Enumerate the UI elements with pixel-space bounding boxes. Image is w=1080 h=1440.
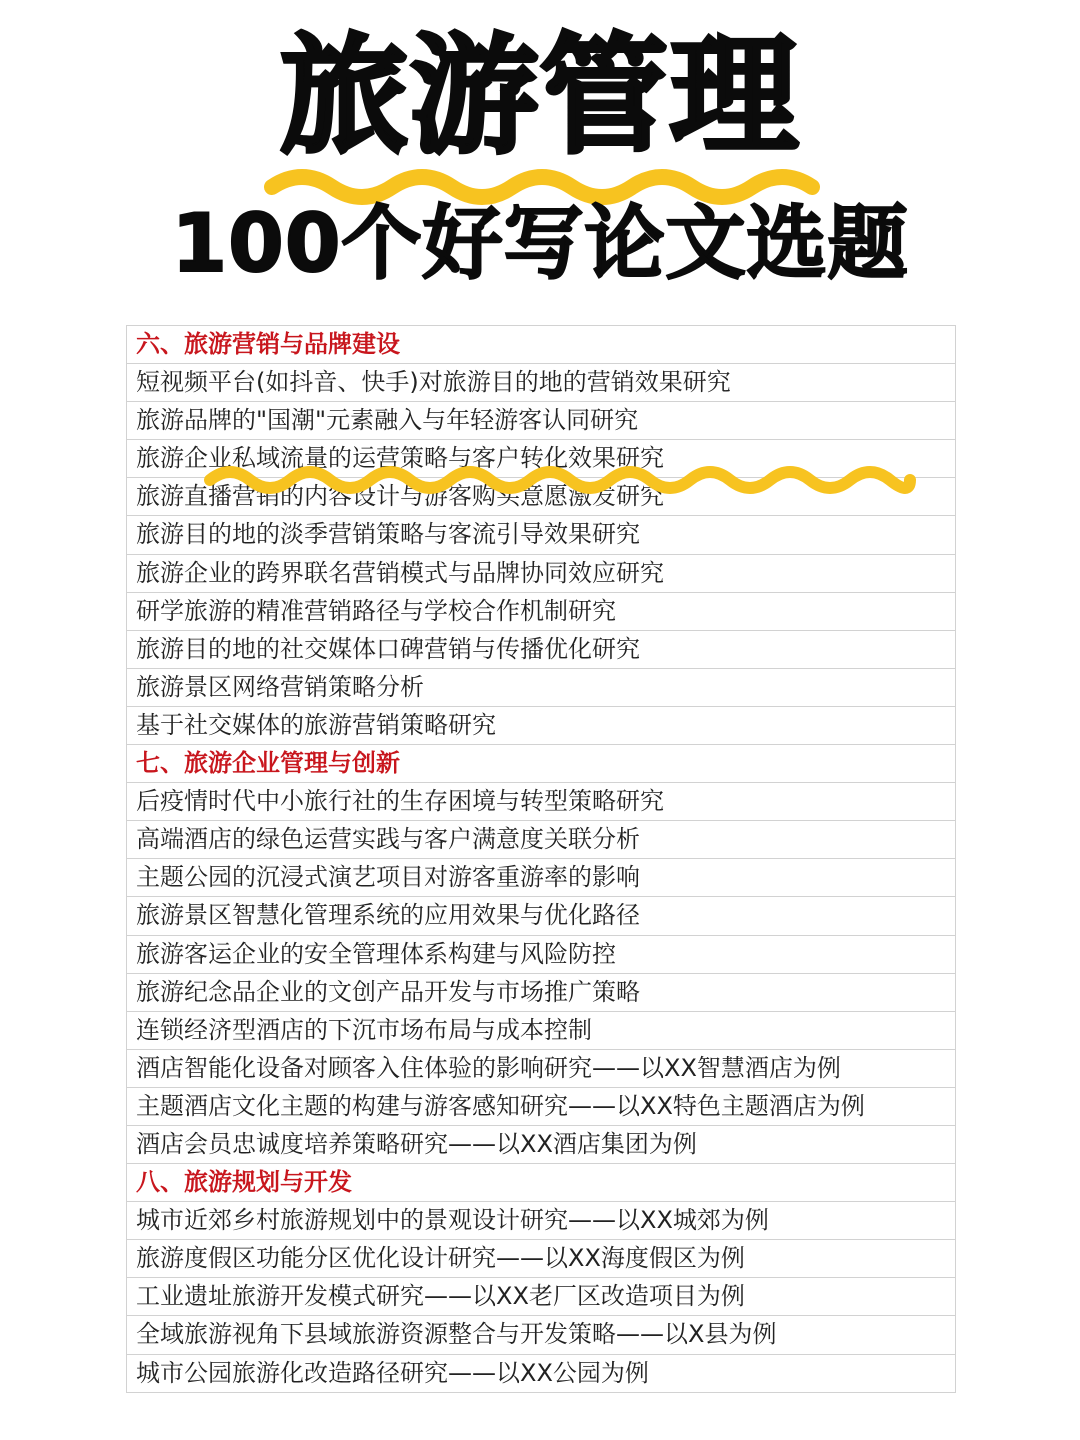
topic-row: 全域旅游视角下县域旅游资源整合与开发策略——以X县为例 bbox=[127, 1316, 955, 1354]
topic-row: 研学旅游的精准营销路径与学校合作机制研究 bbox=[127, 593, 955, 631]
topic-row: 基于社交媒体的旅游营销策略研究 bbox=[127, 707, 955, 745]
topic-row: 短视频平台(如抖音、快手)对旅游目的地的营销效果研究 bbox=[127, 364, 955, 402]
topic-row: 酒店智能化设备对顾客入住体验的影响研究——以XX智慧酒店为例 bbox=[127, 1050, 955, 1088]
topic-row: 主题酒店文化主题的构建与游客感知研究——以XX特色主题酒店为例 bbox=[127, 1088, 955, 1126]
yellow-wave-underline-sub bbox=[200, 458, 920, 502]
topic-row: 主题公园的沉浸式演艺项目对游客重游率的影响 bbox=[127, 859, 955, 897]
topic-row: 高端酒店的绿色运营实践与客户满意度关联分析 bbox=[127, 821, 955, 859]
main-title-block bbox=[0, 22, 1080, 202]
topic-row: 旅游目的地的社交媒体口碑营销与传播优化研究 bbox=[127, 631, 955, 669]
topic-row: 后疫情时代中小旅行社的生存困境与转型策略研究 bbox=[127, 783, 955, 821]
page-title: 旅游管理 bbox=[279, 22, 800, 171]
topic-row: 旅游景区网络营销策略分析 bbox=[127, 669, 955, 707]
topic-row: 工业遗址旅游开发模式研究——以XX老厂区改造项目为例 bbox=[127, 1278, 955, 1316]
topic-row: 旅游直播营销的内容设计与游客购买意愿激发研究 bbox=[127, 478, 955, 516]
page-subtitle: 100个好写论文选题 bbox=[171, 197, 909, 290]
topic-row: 城市公园旅游化改造路径研究——以XX公园为例 bbox=[127, 1355, 955, 1393]
topic-row: 旅游纪念品企业的文创产品开发与市场推广策略 bbox=[127, 974, 955, 1012]
topic-row: 旅游客运企业的安全管理体系构建与风险防控 bbox=[127, 936, 955, 974]
topic-row: 旅游景区智慧化管理系统的应用效果与优化路径 bbox=[127, 897, 955, 935]
topic-row: 旅游企业的跨界联名营销模式与品牌协同效应研究 bbox=[127, 555, 955, 593]
subtitle-block bbox=[0, 196, 1080, 306]
topic-row: 城市近郊乡村旅游规划中的景观设计研究——以XX城郊为例 bbox=[127, 1202, 955, 1240]
topic-row: 连锁经济型酒店的下沉市场布局与成本控制 bbox=[127, 1012, 955, 1050]
topic-row: 旅游目的地的淡季营销策略与客流引导效果研究 bbox=[127, 516, 955, 554]
section-heading: 六、旅游营销与品牌建设 bbox=[127, 326, 955, 364]
topic-row: 旅游度假区功能分区优化设计研究——以XX海度假区为例 bbox=[127, 1240, 955, 1278]
section-heading: 七、旅游企业管理与创新 bbox=[127, 745, 955, 783]
topic-row: 旅游品牌的"国潮"元素融入与年轻游客认同研究 bbox=[127, 402, 955, 440]
section-heading: 八、旅游规划与开发 bbox=[127, 1164, 955, 1202]
topic-row: 旅游企业私域流量的运营策略与客户转化效果研究 bbox=[127, 440, 955, 478]
topic-row: 酒店会员忠诚度培养策略研究——以XX酒店集团为例 bbox=[127, 1126, 955, 1164]
